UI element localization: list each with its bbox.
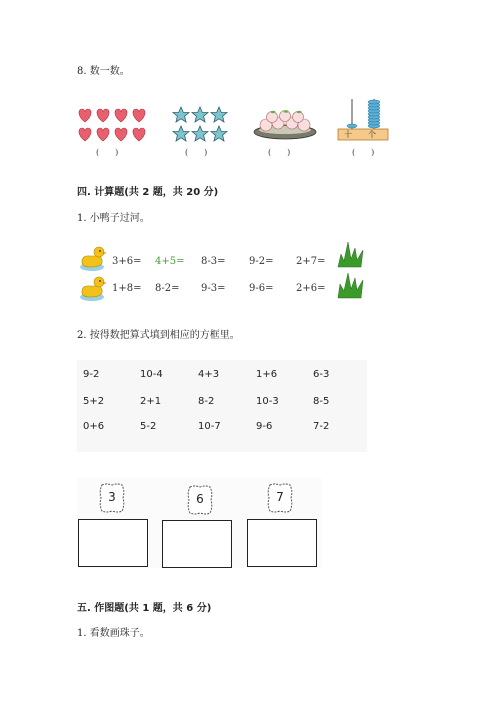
section5-heading: 五. 作图题(共 1 题，共 6 分) — [77, 603, 212, 614]
grid-cell: 5-2 — [140, 421, 157, 432]
star-icon — [173, 126, 189, 141]
grass-figure — [335, 240, 367, 302]
peach-icon — [267, 112, 278, 123]
grid-cell: 6-3 — [313, 369, 330, 380]
eq-r2-5: 2+6= — [296, 283, 326, 294]
section5-q1-title: 1. 看数画珠子。 — [77, 628, 150, 639]
target-6: 6 — [196, 492, 204, 506]
grid-cell: 0+6 — [83, 421, 105, 432]
eq-r1-5: 2+7= — [296, 256, 326, 267]
heart-icon — [79, 109, 91, 122]
hearts-figure — [76, 107, 150, 143]
star-icon — [173, 107, 189, 122]
answer-box-7[interactable] — [247, 519, 317, 567]
grid-cell: 4+3 — [198, 369, 220, 380]
grass-icon — [338, 242, 363, 267]
heart-icon — [115, 109, 127, 122]
grid-cell: 7-2 — [313, 421, 330, 432]
blank-stars[interactable]: ( ) — [185, 148, 208, 157]
eq-r1-2: 4+5= — [155, 256, 185, 267]
eq-r2-1: 1+8= — [112, 283, 142, 294]
heart-icon — [115, 128, 127, 141]
ducks-figure — [78, 245, 108, 301]
grass-icon — [338, 273, 363, 298]
grid-cell: 9-6 — [256, 421, 273, 432]
peach-icon — [293, 112, 304, 123]
eq-r2-3: 9-3= — [201, 283, 226, 294]
stars-figure — [172, 106, 228, 144]
grid-cell: 10-7 — [198, 421, 221, 432]
grid-cell: 10-4 — [140, 369, 163, 380]
star-icon — [211, 126, 227, 141]
abacus-tens-label: 十 — [344, 130, 352, 139]
answer-box-3[interactable] — [78, 519, 148, 567]
eq-r1-1: 3+6= — [112, 256, 142, 267]
star-icon — [211, 107, 227, 122]
bead-icon — [347, 124, 357, 128]
grid-cell: 2+1 — [140, 396, 162, 407]
eq-r1-4: 9-2= — [249, 256, 274, 267]
eq-r2-2: 8-2= — [155, 283, 180, 294]
grid-cell: 5+2 — [83, 396, 105, 407]
eq-r1-3: 8-3= — [201, 256, 226, 267]
blank-peaches[interactable]: ( ) — [268, 148, 291, 157]
blank-hearts[interactable]: ( ) — [96, 148, 119, 157]
blank-abacus[interactable]: ( ) — [352, 148, 375, 157]
heart-icon — [133, 128, 145, 141]
heart-icon — [97, 128, 109, 141]
section4-q2-title: 2. 按得数把算式填到相应的方框里。 — [77, 330, 240, 341]
star-icon — [192, 126, 208, 141]
section4-q1-title: 1. 小鸭子过河。 — [77, 213, 150, 224]
heart-icon — [133, 109, 145, 122]
abacus-ones-label: 个 — [368, 130, 376, 139]
heart-icon — [79, 128, 91, 141]
star-icon — [192, 107, 208, 122]
target-7: 7 — [276, 490, 284, 504]
heart-icon — [97, 109, 109, 122]
duck-icon — [80, 247, 107, 271]
peaches-figure — [252, 110, 318, 140]
grid-cell: 8-2 — [198, 396, 215, 407]
grid-cell: 10-3 — [256, 396, 279, 407]
section4-heading: 四. 计算题(共 2 题，共 20 分) — [77, 187, 219, 198]
grid-cell: 1+6 — [256, 369, 278, 380]
eq-r2-4: 9-6= — [249, 283, 274, 294]
target-3: 3 — [108, 490, 116, 504]
bead-icon — [368, 100, 380, 104]
q8-title: 8. 数一数。 — [77, 66, 130, 77]
grid-cell: 9-2 — [83, 369, 100, 380]
grid-cell: 8-5 — [313, 396, 330, 407]
duck-icon — [80, 277, 107, 301]
answer-box-6[interactable] — [162, 520, 232, 568]
